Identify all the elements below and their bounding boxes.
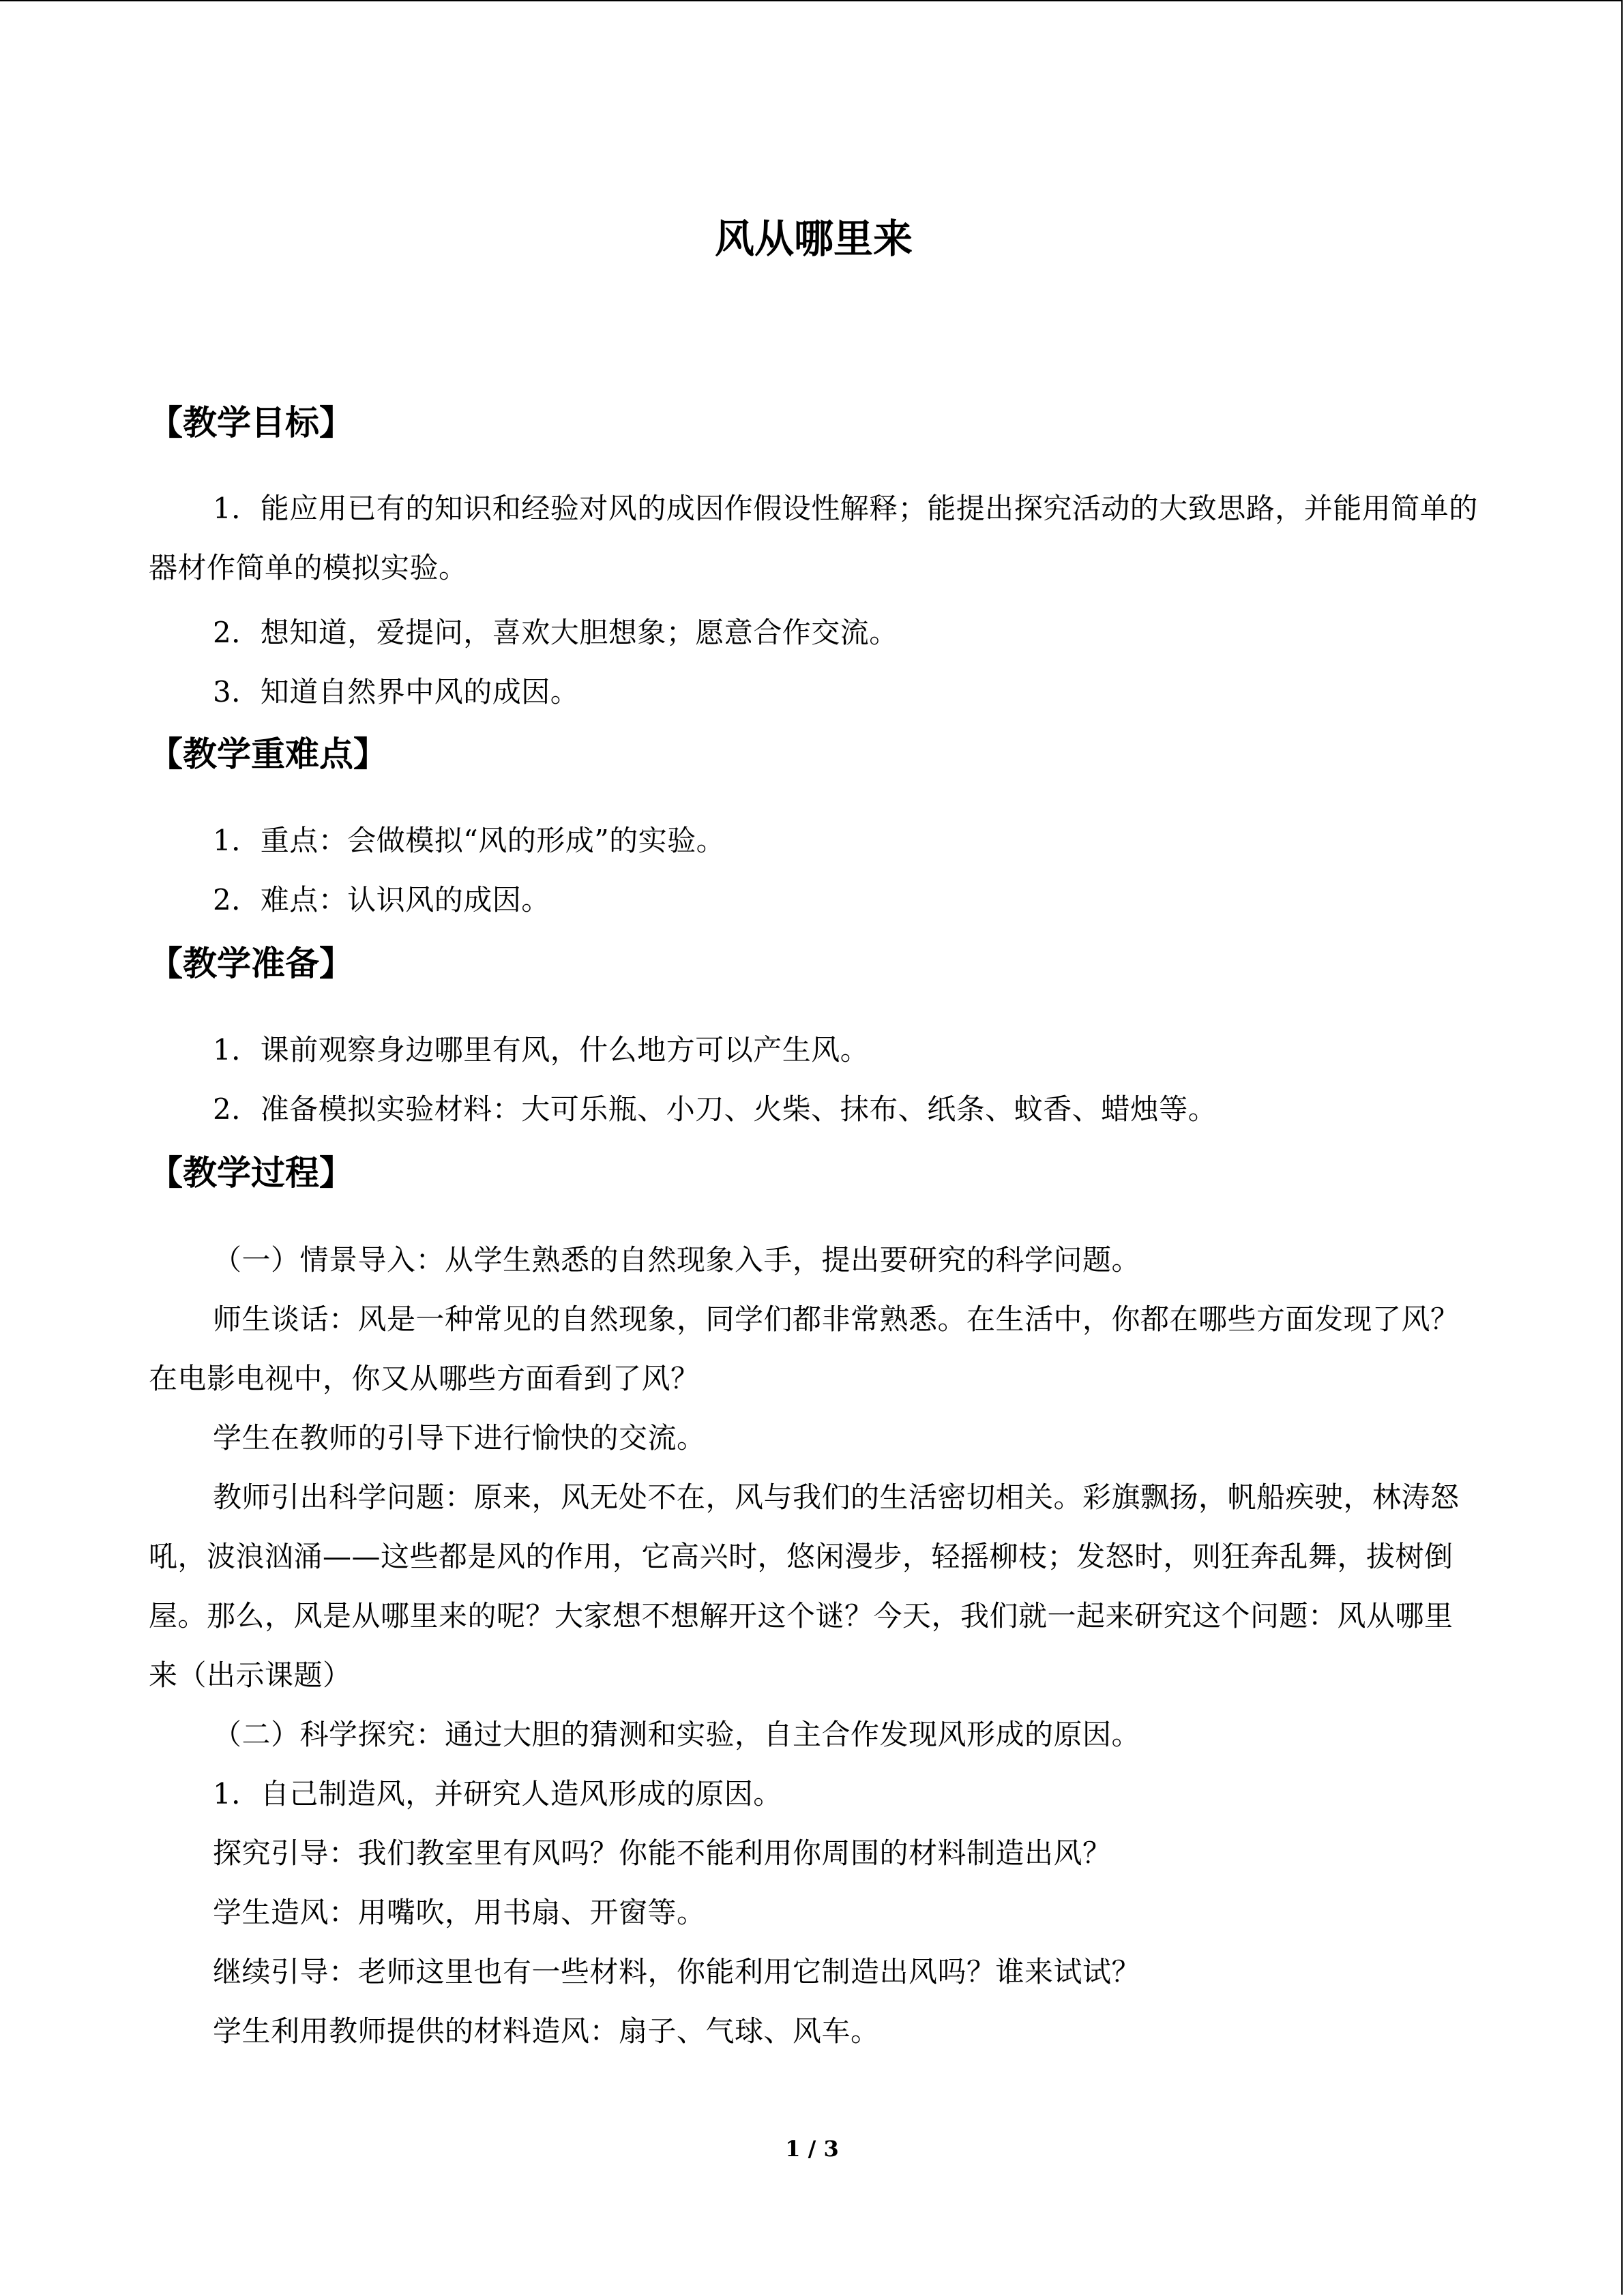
key-point-item-1: 1．重点：会做模拟“风的形成”的实验。 [213,824,726,857]
key-point-item-2: 2．难点：认识风的成因。 [213,883,550,916]
process-paragraph-8: 学生造风：用嘴吹，用书扇、开窗等。 [213,1896,706,1929]
process-paragraph-10: 学生利用教师提供的材料造风：扇子、气球、风车。 [213,2014,880,2048]
heading-teaching-process: 【教学过程】 [149,1153,353,1193]
process-paragraph-1: （一）情景导入：从学生熟悉的自然现象入手，提出要研究的科学问题。 [213,1243,1141,1277]
goal-item-1: 1．能应用已有的知识和经验对风的成因作假设性解释；能提出探究活动的大致思路，并能用简单的器材作简单的模拟实验。 [149,492,1478,584]
process-paragraph-9: 继续引导：老师这里也有一些材料，你能利用它制造出风吗？谁来试试？ [213,1955,1141,1988]
heading-key-points: 【教学重难点】 [149,734,387,774]
heading-preparation: 【教学准备】 [149,944,353,983]
process-paragraph-4: 教师引出科学问题：原来，风无处不在，风与我们的生活密切相关。彩旗飘扬，帆船疾驶，林涛怒吼，波浪汹涌——这些都是风的作用，它高兴时，悠闲漫步，轻摇柳枝；发怒时，则狂奔乱舞，拔树倒屋。那么，风是从哪里来的呢？大家想不想解开这个谜？今天，我们就一起来研究这个问题：风从哪里来（出示课题） [149,1480,1460,1692]
goal-item-2: 2．想知道，爱提问，喜欢大胆想象；愿意合作交流。 [213,616,898,649]
goal-item-3: 3．知道自然界中风的成因。 [213,675,580,709]
process-paragraph-6: 1．自己制造风，并研究人造风形成的原因。 [213,1777,782,1810]
process-paragraph-2: 师生谈话：风是一种常见的自然现象，同学们都非常熟悉。在生活中，你都在哪些方面发现了风？在电影电视中，你又从哪些方面看到了风？ [149,1302,1460,1395]
document-title: 风从哪里来 [714,215,913,262]
process-paragraph-7: 探究引导：我们教室里有风吗？你能不能利用你周围的材料制造出风？ [213,1836,1112,1870]
preparation-item-2: 2．准备模拟实验材料：大可乐瓶、小刀、火柴、抹布、纸条、蚊香、蜡烛等。 [213,1092,1217,1126]
process-paragraph-5: （二）科学探究：通过大胆的猜测和实验，自主合作发现风形成的原因。 [213,1718,1141,1751]
process-paragraph-3: 学生在教师的引导下进行愉快的交流。 [213,1421,706,1455]
preparation-item-1: 1．课前观察身边哪里有风，什么地方可以产生风。 [213,1033,870,1067]
page-number: 1 / 3 [785,2136,839,2162]
heading-teaching-goals: 【教学目标】 [149,403,353,443]
